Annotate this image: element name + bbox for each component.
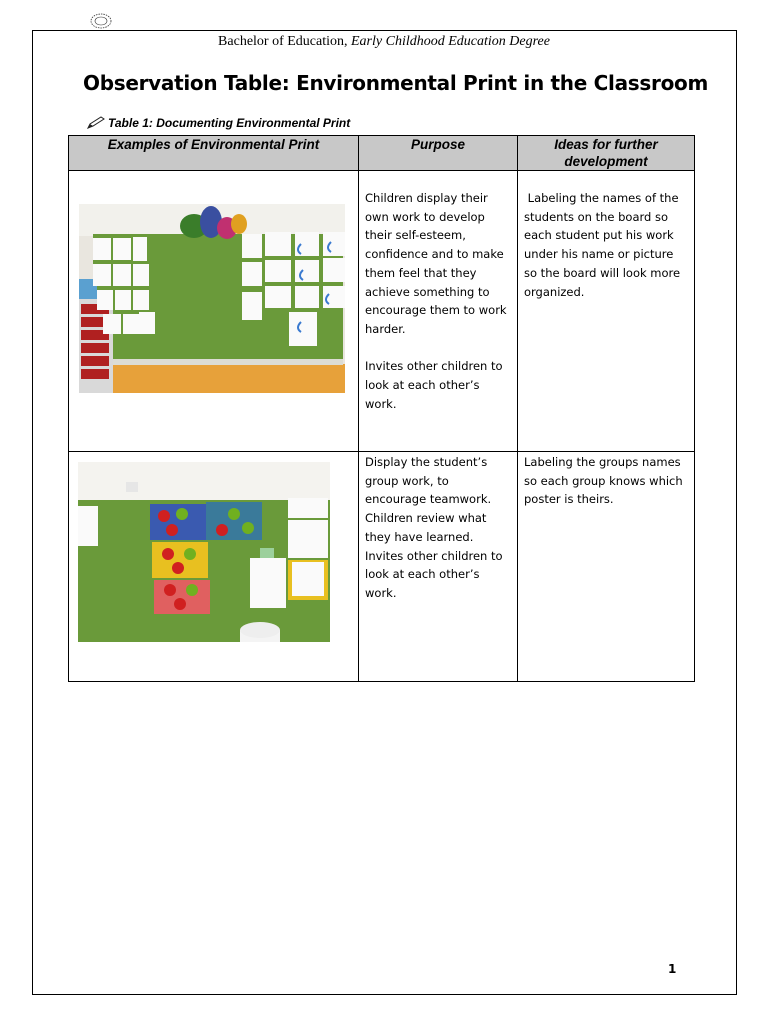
table-row <box>69 171 695 452</box>
document-header <box>0 34 768 50</box>
ideas-cell <box>518 171 695 452</box>
university-seal-icon <box>90 13 112 29</box>
purpose-cell <box>359 452 518 682</box>
purpose-paragraph: Invites other children to look at each other’s work. <box>365 359 503 411</box>
group-work-board-photo <box>78 462 330 642</box>
column-header-examples: Examples of Environmental Print <box>69 136 359 171</box>
header-prefix: Bachelor of Education, <box>218 34 351 49</box>
example-photo-cell <box>69 171 359 452</box>
column-header-ideas: Ideas for further development <box>518 136 695 171</box>
table-header-row <box>69 136 695 171</box>
page-number: 1 <box>668 962 677 976</box>
ideas-text: Labeling the groups names so each group knows which poster is theirs. <box>524 455 683 507</box>
classroom-board-photo <box>79 204 345 393</box>
table-row <box>69 452 695 682</box>
caption-text: Table 1: Documenting Environmental Print <box>108 116 351 130</box>
page-title: Observation Table: Environmental Print in the Classroom <box>83 71 708 95</box>
example-photo-cell <box>69 452 359 682</box>
ideas-cell <box>518 452 695 682</box>
purpose-cell <box>359 171 518 452</box>
purpose-paragraph: Children display their own work to develop their self-esteem, confidence and to make them feel that they achieve something to encourage them to work harder. <box>365 191 507 336</box>
pencil-icon <box>86 116 106 130</box>
ideas-text: Labeling the names of the students on the board so each student put his work under his name or picture so the board will look more organized. <box>524 191 684 299</box>
header-program: Early Childhood Education Degree <box>351 34 550 49</box>
table-caption <box>86 116 350 130</box>
column-header-purpose: Purpose <box>359 136 518 171</box>
purpose-paragraph: Display the student’s group work, to encourage teamwork. Children review what they have learned. Invites other children to look at each other’s work. <box>365 455 503 600</box>
observation-table <box>68 135 695 682</box>
